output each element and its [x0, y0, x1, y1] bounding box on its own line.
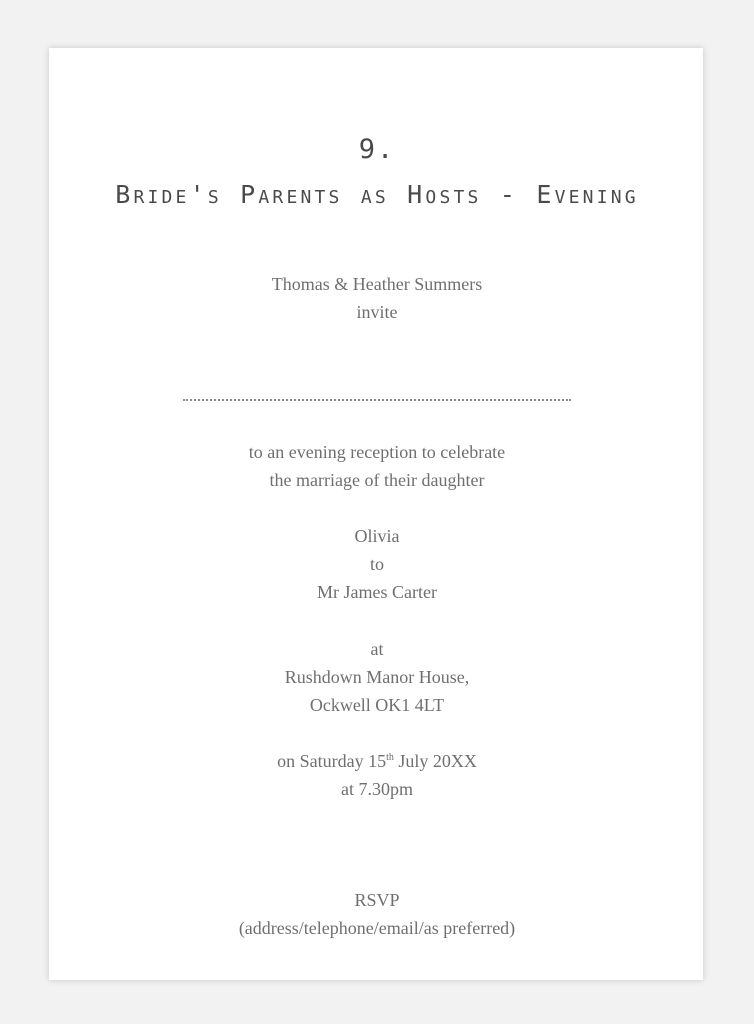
bride-name: Olivia: [354, 526, 400, 546]
event-date: [0, 750, 754, 772]
template-number: 9.: [358, 134, 396, 165]
reception-line-2: the marriage of their daughter: [269, 470, 485, 490]
reception-line-1: to an evening reception to celebrate: [248, 442, 506, 462]
guest-name-blank: [183, 399, 571, 401]
invite-word: invite: [356, 302, 398, 322]
at-word: at: [370, 639, 384, 659]
rsvp-heading: RSVP: [354, 890, 400, 910]
template-title: Bride's Parents as Hosts - Evening: [115, 180, 639, 209]
date-rest: July 20XX: [393, 751, 477, 771]
venue-line-2: Ockwell OK1 4LT: [309, 695, 445, 715]
groom-name: Mr James Carter: [317, 582, 437, 602]
venue-line-1: Rushdown Manor House,: [284, 667, 470, 687]
date-ordinal: th: [386, 752, 394, 763]
to-word: to: [369, 554, 384, 574]
event-time: at 7.30pm: [341, 779, 413, 799]
rsvp-details: (address/telephone/email/as preferred): [238, 918, 516, 938]
date-prefix: on Saturday 15: [277, 751, 387, 771]
hosts-names: Thomas & Heather Summers: [271, 274, 483, 294]
